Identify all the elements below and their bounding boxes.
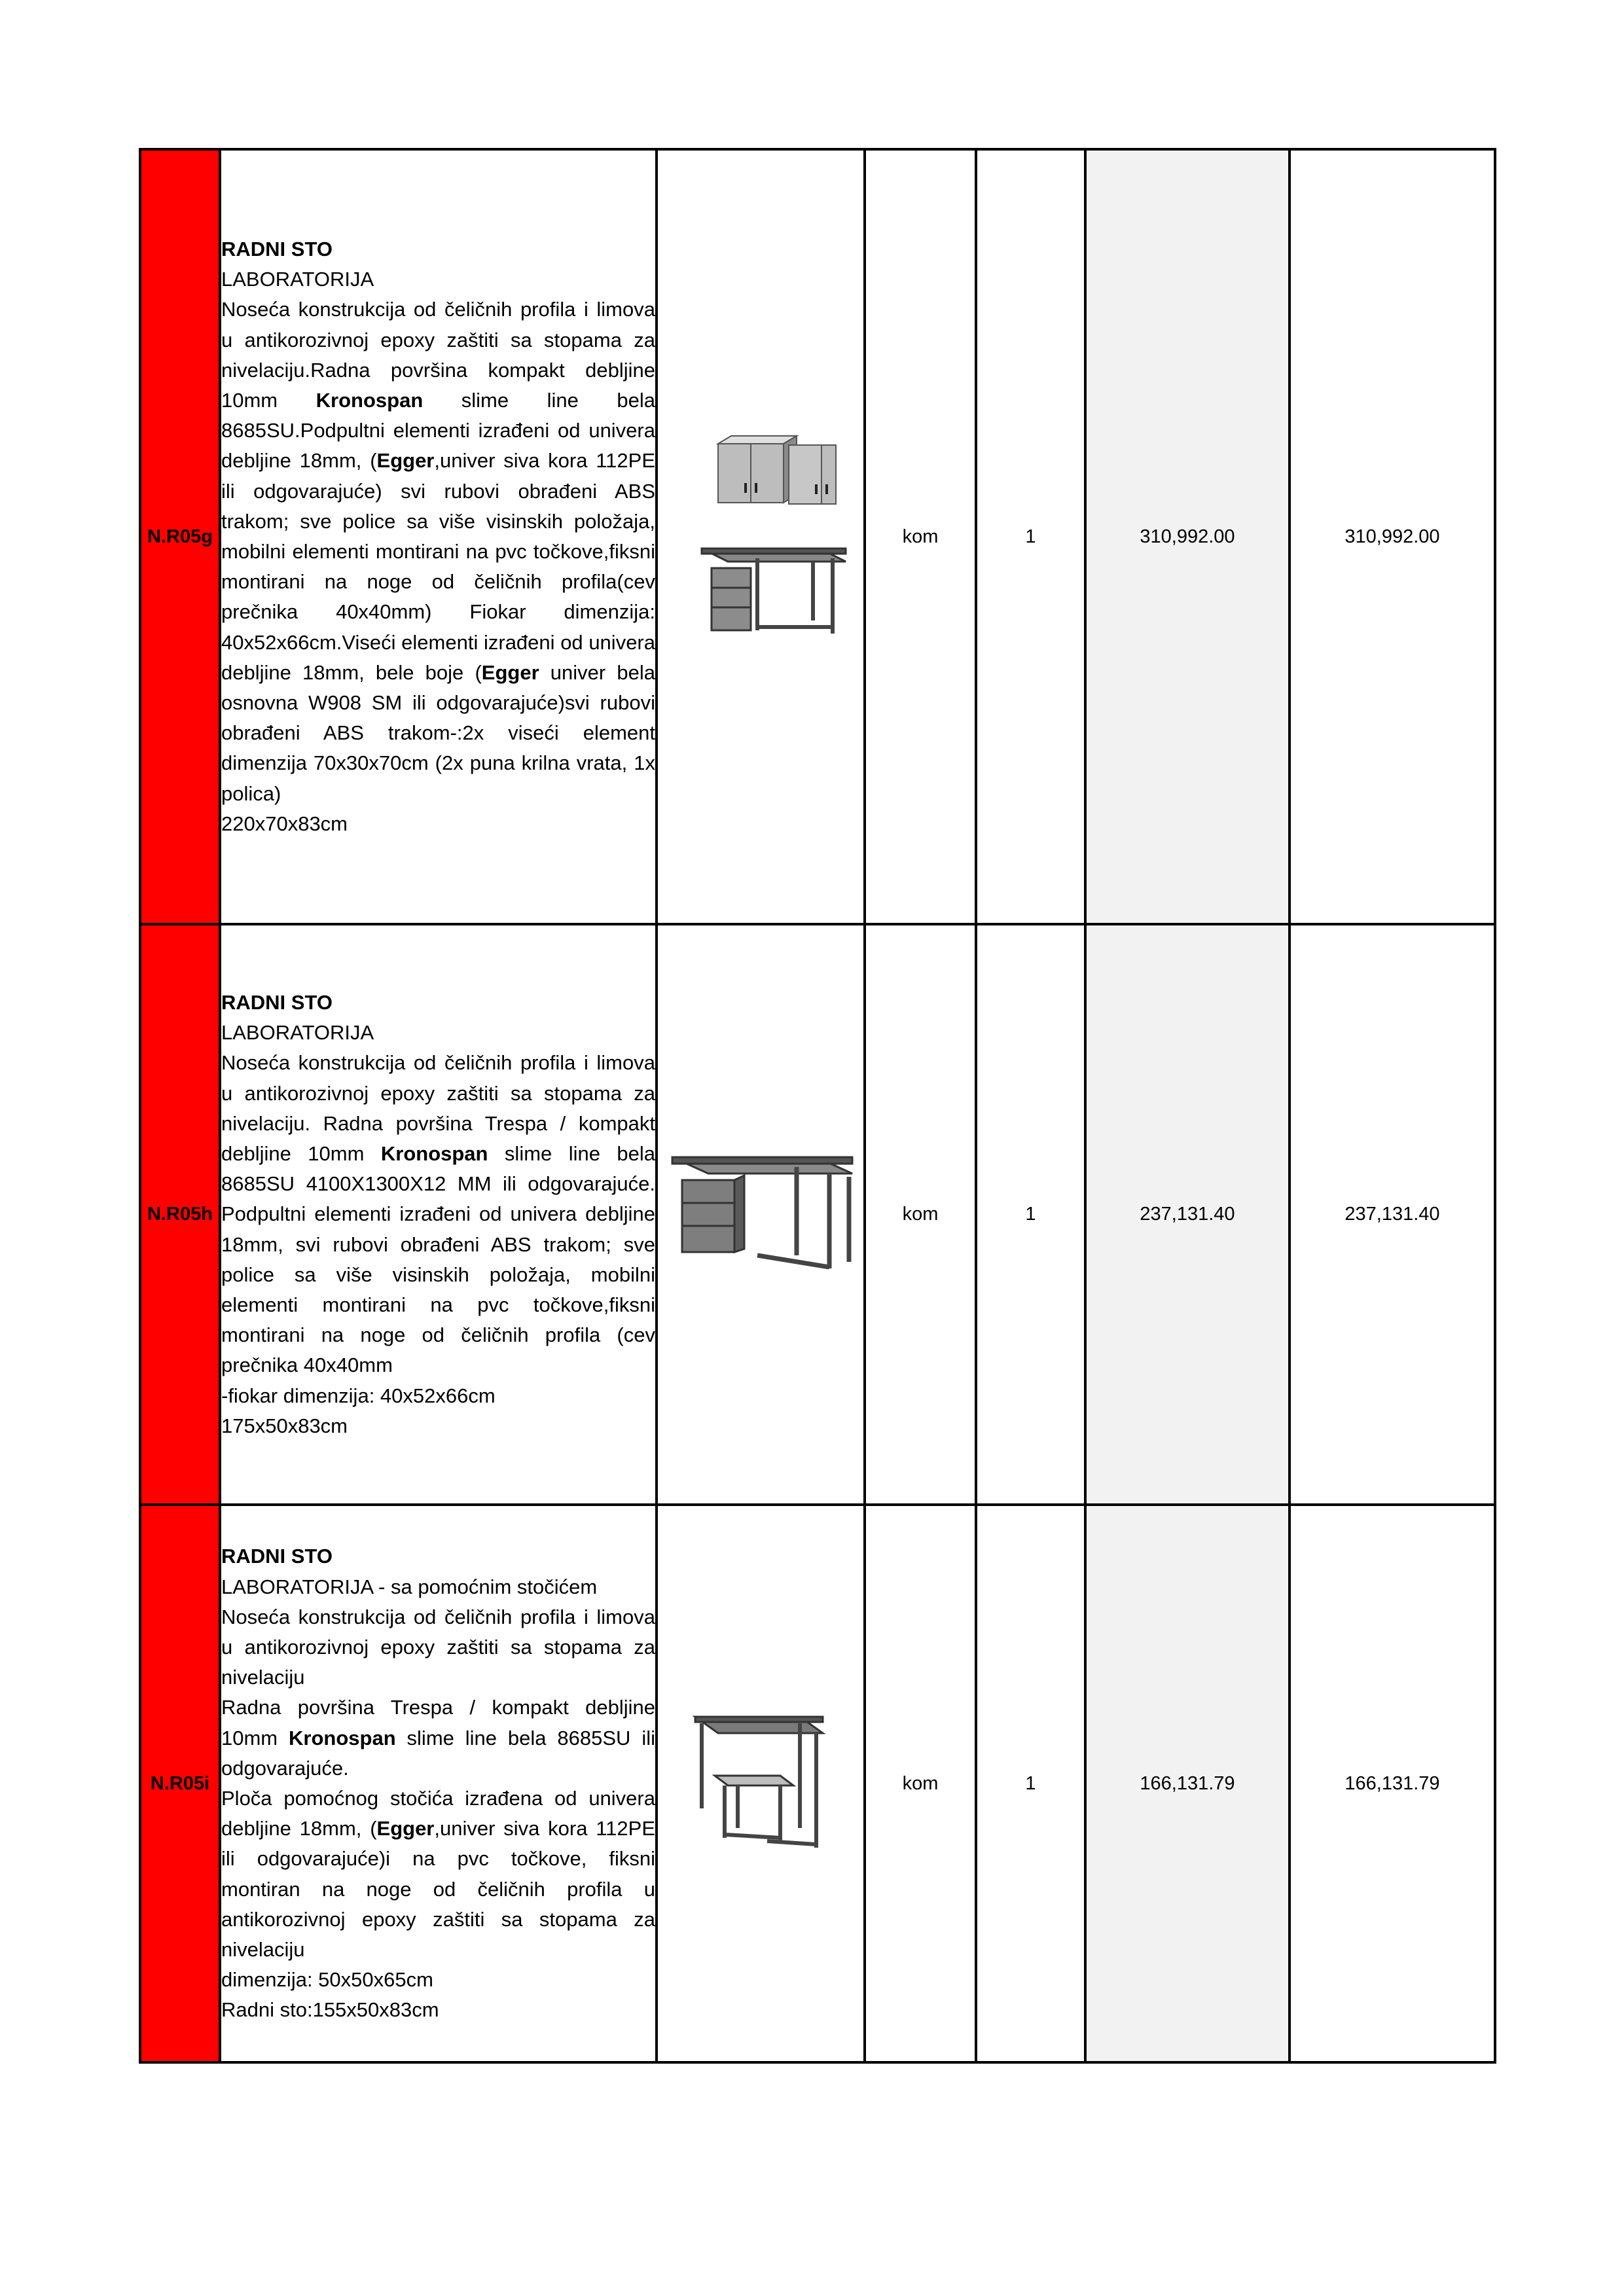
- image-cell: [657, 149, 865, 924]
- image-cell: [657, 1505, 865, 2062]
- image-cell: [657, 924, 865, 1505]
- item-code-cell: [140, 149, 220, 924]
- description-cell: [220, 1505, 657, 2062]
- total-cell: 310,992.00: [1290, 149, 1495, 924]
- item-title: RADNI STO: [221, 990, 333, 1014]
- item-code: N.R05g: [147, 526, 213, 547]
- item-title: RADNI STO: [221, 237, 333, 260]
- quantity-cell: 1: [976, 924, 1085, 1505]
- item-subtitle: LABORATORIJA - sa pomoćnim stočićem: [221, 1575, 598, 1598]
- item-subtitle: LABORATORIJA: [221, 1021, 374, 1045]
- item-code-cell: [140, 1505, 220, 2062]
- unit-price-cell: 310,992.00: [1085, 149, 1290, 924]
- unit-price-cell: 166,131.79: [1085, 1505, 1290, 2062]
- table-row: [140, 1505, 1495, 2062]
- wall-cabinet-drawing-icon: [672, 431, 849, 640]
- item-subtitle: LABORATORIJA: [221, 268, 374, 291]
- item-description-construction: Noseća konstrukcija od čeličnih profila i limova u antikorozivnoj epoxy zaštiti sa stopama za nivelaciju: [221, 1605, 655, 1689]
- item-dimensions: 175x50x83cm: [221, 1414, 348, 1437]
- item-code-cell: [140, 924, 220, 1505]
- description-cell: [220, 924, 657, 1505]
- total-cell: 237,131.40: [1290, 924, 1495, 1505]
- unit-cell: kom: [865, 1505, 976, 2062]
- unit-price-cell: 237,131.40: [1085, 924, 1290, 1505]
- item-title: RADNI STO: [221, 1545, 333, 1568]
- specification-table: [139, 148, 1496, 2064]
- unit-cell: kom: [865, 149, 976, 924]
- item-code: N.R05i: [150, 1772, 210, 1794]
- table-row: [140, 149, 1495, 924]
- item-description: Noseća konstrukcija od čeličnih profila i limova u antikorozivnoj epoxy zaštiti sa stopama za nivelaciju.Radna površina kompakt debljine 10mm Kronospan slime line bela 8685SU.Podpultni elementi izrađeni od univera debljine 18mm, (Egger,univer siva kora 112PE ili odgovarajuće) svi rubovi obrađeni ABS trakom; sve police sa više visinskih položaja, mobilni elementi montirani na pvc točkove,fiksni montirani na noge od čeličnih profila(cev prečnika 40x40mm) Fiokar dimenzija: 40x52x66cm.Viseći elementi izrađeni od univera debljine 18mm, bele boje (Egger univer bela osnovna W908 SM ili odgovarajuće)svi rubovi obrađeni ABS trakom-:2x viseći element dimenzija 70x30x70cm (2x puna krilna vrata, 1x polica): [221, 298, 656, 805]
- item-dimensions: 220x70x83cm: [221, 812, 348, 835]
- item-code: N.R05h: [147, 1204, 213, 1225]
- item-dimensions: Radni sto:155x50x83cm: [221, 1998, 439, 2022]
- desk-with-side-table-drawing-icon: [689, 1710, 833, 1854]
- item-description-side-table: Ploča pomoćnog stočića izrađena od univera debljine 18mm, (Egger,univer siva kora 112PE ili odgovarajuće)i na pvc točkove, fiksni montiran na noge od čeličnih profila u antikorozivnoj epoxy zaštiti sa stopama za nivelaciju: [221, 1787, 656, 1962]
- description-text: [221, 234, 655, 839]
- item-description: Noseća konstrukcija od čeličnih profila i limova u antikorozivnoj epoxy zaštiti sa stopama za nivelaciju. Radna površina Trespa / kompakt debljine 10mm Kronospan slime line bela 8685SU 4100X1300X12 MM ili odgovarajuće. Podpultni elementi izrađeni od univera debljine 18mm, svi rubovi obrađeni ABS trakom; sve police sa više visinskih položaja, mobilni elementi montirani na pvc točkove,fiksni montirani na noge od čeličnih profila (cev prečnika 40x40mm: [221, 1051, 656, 1377]
- quantity-cell: 1: [976, 1505, 1085, 2062]
- item-side-table-dimensions: dimenzija: 50x50x65cm: [221, 1968, 433, 1992]
- description-cell: [220, 149, 657, 924]
- unit-cell: kom: [865, 924, 976, 1505]
- item-drawer-dimensions: -fiokar dimenzija: 40x52x66cm: [221, 1384, 496, 1407]
- total-cell: 166,131.79: [1290, 1505, 1495, 2062]
- description-text: [221, 1541, 655, 2025]
- quantity-cell: 1: [976, 149, 1085, 924]
- item-description-surface: Radna površina Trespa / kompakt debljine 10mm Kronospan slime line bela 8685SU ili odgovarajuće.: [221, 1696, 655, 1780]
- description-text: [221, 988, 655, 1441]
- desk-with-drawer-drawing-icon: [666, 1151, 856, 1275]
- table-row: [140, 924, 1495, 1505]
